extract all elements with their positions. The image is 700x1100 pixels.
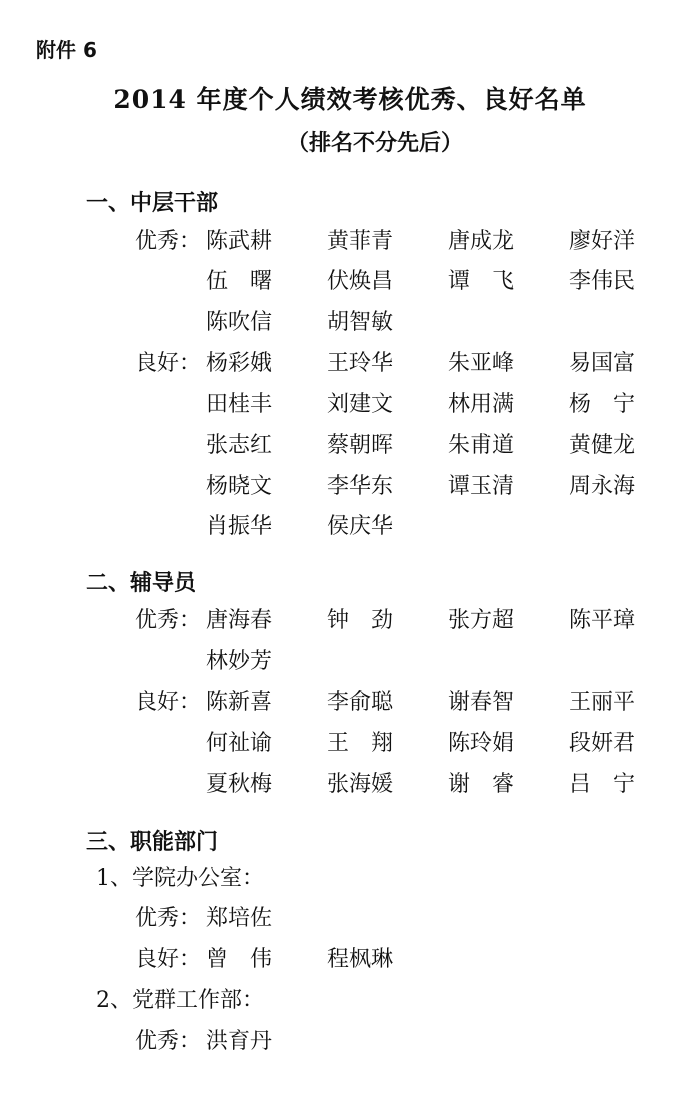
person-name: 田桂丰 <box>206 392 273 417</box>
person-name: 伍 曙 <box>206 269 273 294</box>
person-name: 吕 宁 <box>569 772 636 797</box>
person-name: 洪育丹 <box>206 1029 273 1054</box>
person-name: 王玲华 <box>327 351 394 376</box>
person-name: 林妙芳 <box>206 649 273 674</box>
person-name: 黄菲青 <box>327 229 394 254</box>
person-name: 刘建文 <box>327 392 394 417</box>
section-heading-middle-managers: 一、中层干部 <box>86 190 219 216</box>
person-name: 李俞聪 <box>327 690 394 715</box>
person-name: 侯庆华 <box>327 514 394 539</box>
person-name: 黄健龙 <box>569 433 636 458</box>
person-name: 谢春智 <box>448 690 515 715</box>
person-name: 张志红 <box>206 433 273 458</box>
person-name: 朱亚峰 <box>448 351 515 376</box>
person-name: 杨彩娥 <box>206 351 273 376</box>
person-name: 伏焕昌 <box>327 269 394 294</box>
person-name: 林用满 <box>448 392 515 417</box>
person-name: 张方超 <box>448 608 515 633</box>
person-name: 朱甫道 <box>448 433 515 458</box>
person-name: 肖振华 <box>206 514 273 539</box>
person-name: 唐成龙 <box>448 229 515 254</box>
person-name: 段妍君 <box>569 731 636 756</box>
person-name: 杨 宁 <box>569 392 636 417</box>
category-label-good: 良好： <box>135 947 202 972</box>
person-name: 陈吹信 <box>206 310 273 335</box>
person-name: 张海媛 <box>327 772 394 797</box>
category-label-good: 良好： <box>135 351 202 376</box>
person-name: 谭玉清 <box>448 474 515 499</box>
subsection-title-party-mass-work: 2、党群工作部： <box>96 988 264 1013</box>
category-label-excellent: 优秀： <box>135 608 202 633</box>
person-name: 谢 睿 <box>448 772 515 797</box>
person-name: 王丽平 <box>569 690 636 715</box>
person-name: 陈平璋 <box>569 608 636 633</box>
person-name: 蔡朝晖 <box>327 433 394 458</box>
person-name: 陈玲娟 <box>448 731 515 756</box>
person-name: 夏秋梅 <box>206 772 273 797</box>
category-label-good: 良好： <box>135 690 202 715</box>
category-label-excellent: 优秀： <box>135 906 202 931</box>
document-title: 2014 年度个人绩效考核优秀、良好名单 <box>113 85 587 114</box>
section-heading-counselors: 二、辅导员 <box>86 570 197 596</box>
subsection-title-college-office: 1、学院办公室： <box>96 866 264 891</box>
category-label-excellent: 优秀： <box>135 229 202 254</box>
person-name: 李华东 <box>327 474 394 499</box>
person-name: 易国富 <box>569 351 636 376</box>
person-name: 曾 伟 <box>206 947 273 972</box>
person-name: 杨晓文 <box>206 474 273 499</box>
person-name: 钟 劲 <box>327 608 394 633</box>
person-name: 谭 飞 <box>448 269 515 294</box>
person-name: 胡智敏 <box>327 310 394 335</box>
person-name: 程枫琳 <box>327 947 394 972</box>
section-heading-functional-departments: 三、职能部门 <box>86 829 219 855</box>
document-subtitle: （排名不分先后） <box>286 130 463 156</box>
person-name: 何祉谕 <box>206 731 273 756</box>
person-name: 郑培佐 <box>206 906 273 931</box>
category-label-excellent: 优秀： <box>135 1029 202 1054</box>
person-name: 唐海春 <box>206 608 273 633</box>
person-name: 陈新喜 <box>206 690 273 715</box>
person-name: 王 翔 <box>327 731 394 756</box>
person-name: 李伟民 <box>569 269 636 294</box>
person-name: 廖好洋 <box>569 229 636 254</box>
person-name: 周永海 <box>569 474 636 499</box>
person-name: 陈武耕 <box>206 229 273 254</box>
attachment-label: 附件 6 <box>36 38 97 62</box>
